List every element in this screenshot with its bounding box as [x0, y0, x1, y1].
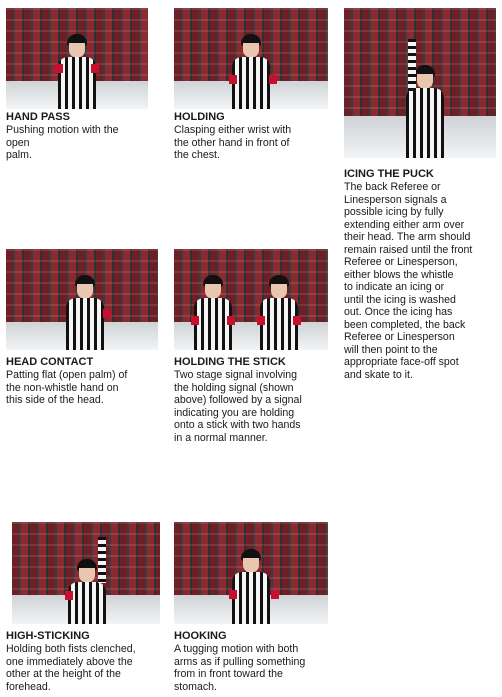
signal-description: Patting flat (open palm) of the non-whistle hand on this side of the head.: [6, 369, 128, 406]
head-contact-photo: [6, 249, 158, 350]
referee-figure: [54, 34, 100, 109]
signal-title: HEAD CONTACT: [6, 356, 94, 368]
signal-description: Holding both fists clenched, one immediately above the other at the height of the forehead.: [6, 643, 136, 693]
signal-title: HOLDING THE STICK: [174, 356, 286, 368]
signal-title: HOLDING: [174, 111, 225, 123]
signal-card-holding-the-stick: [174, 249, 334, 444]
icing-the-puck-photo: [344, 8, 496, 158]
signal-card-head-contact: [6, 249, 172, 407]
signal-description: Pushing motion with the open palm.: [6, 124, 119, 161]
signal-title: ICING THE PUCK: [344, 168, 434, 180]
referee-figure: [402, 65, 448, 158]
signal-description: The back Referee or Linesperson signals a possible icing by fully extending either arm over their head. The arm should remain raised until the front Referee or Linesperson, either blows the whistle to indicate an icing or until the icing is washed out. Once the icing has been completed, the back Referee or Linesperson will then point to the appropriate face-off spot and skate to it.: [344, 181, 473, 381]
signal-card-high-sticking: [6, 522, 172, 693]
referee-figure-stage-two: [256, 275, 302, 350]
holding-the-stick-photo: [174, 249, 328, 350]
referee-figure-stage-one: [190, 275, 236, 350]
signal-title: HIGH-STICKING: [6, 630, 90, 642]
signal-card-hooking: [174, 522, 334, 693]
referee-figure: [228, 34, 278, 109]
signal-description: Clasping either wrist with the other hand in front of the chest.: [174, 124, 292, 161]
referee-figure: [64, 559, 110, 624]
holding-photo: [174, 8, 328, 109]
signal-title: HOOKING: [174, 630, 227, 642]
signal-description: A tugging motion with both arms as if pulling something from in front toward the stomach.: [174, 643, 306, 693]
signal-card-hand-pass: [6, 8, 156, 162]
signal-title: HAND PASS: [6, 111, 70, 123]
hooking-photo: [174, 522, 328, 624]
signal-card-holding: [174, 8, 330, 162]
referee-figure: [62, 275, 112, 350]
signal-card-icing-the-puck: [344, 8, 502, 381]
referee-figure: [228, 549, 280, 624]
signal-description: Two stage signal involving the holding signal (shown above) followed by a signal indicating you are holding onto a stick with two hands in a normal manner.: [174, 369, 302, 444]
high-sticking-photo: [12, 522, 160, 624]
hand-pass-photo: [6, 8, 148, 109]
